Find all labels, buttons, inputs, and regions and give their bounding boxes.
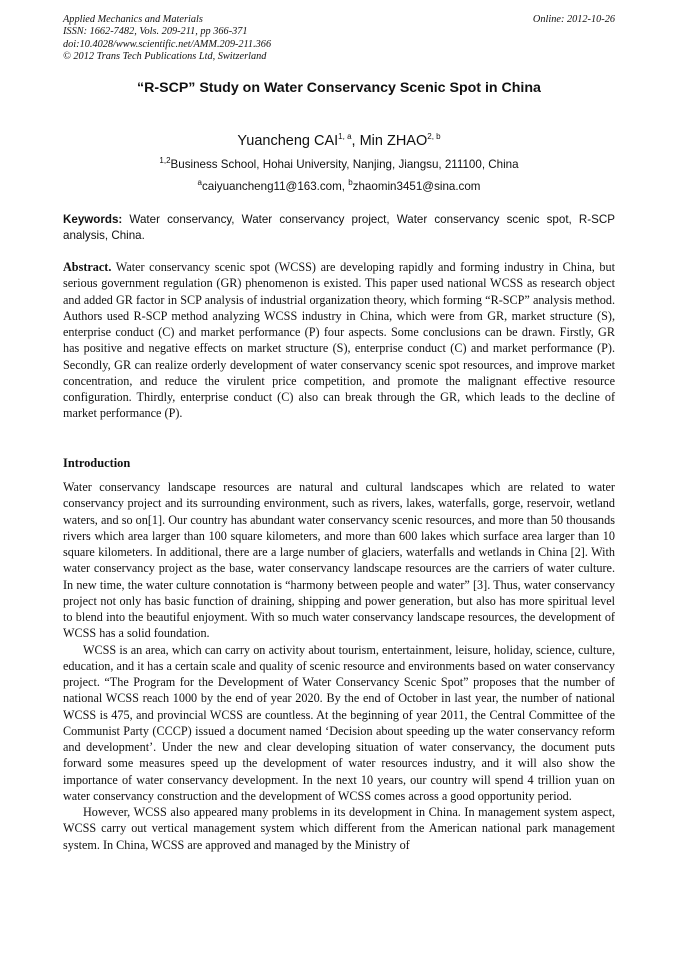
affiliation <box>63 158 615 171</box>
abstract-text: Water conservancy scenic spot (WCSS) are developing rapidly and forming industry in China, but serious government regulation (GR) phenomenon is existed. This paper used national WCSS as research object and added GR factor in SCP analysis of industrial organization theory, which forming “R-SCP” analysis method. Authors used R-SCP method analyzing WCSS industry in China, which were from GR, market structure (S), enterprise conduct (C) and market performance (P) four aspects. Some conclusions can be drawn. Firstly, GR has positive and negative effects on market structure (S), enterprise conduct (C) and market performance (P). Secondly, GR can realize orderly development of water conservancy scenic spot resources, and improve market concentration, and reduce the virulent price competition, and promote the malignant effective resource configuration. Thirdly, enterprise conduct (C) also can break through the GR, which leads to the decline of market performance (P). <box>63 260 615 421</box>
keywords-text: Water conservancy, Water conservancy project, Water conservancy scenic spot, R-SCP analysis, China. <box>63 213 615 242</box>
copyright-line: © 2012 Trans Tech Publications Ltd, Switzerland <box>63 51 267 63</box>
author-superscript: 2, b <box>427 132 441 142</box>
email-address: caiyuancheng11@163.com, <box>201 180 349 193</box>
abstract-label: Abstract. <box>63 260 112 274</box>
introduction-body <box>63 479 615 853</box>
author-list <box>63 133 615 149</box>
author-name: Yuancheng CAI <box>237 133 339 149</box>
email-superscript: b <box>348 178 353 188</box>
email-superscript: a <box>197 178 202 188</box>
issn-line: ISSN: 1662-7482, Vols. 209-211, pp 366-371 <box>63 26 248 38</box>
author-superscript: 1, a <box>338 132 352 142</box>
journal-header <box>63 14 615 64</box>
abstract-section <box>63 259 615 422</box>
affiliation-text: Business School, Hohai University, Nanjing, Jiangsu, 211100, China <box>170 158 519 171</box>
paragraph: Water conservancy landscape resources are natural and cultural landscapes which are related to water conservancy project and its surrounding environment, such as rivers, lakes, waterfalls, gorge, reservoir, wetland waters, and so on[1]. Our country has abundant water conservancy scenic resources, and more than 50 thousands rivers which area larger than 100 square kilometers, and more than 600 lakes which surface area larger than 10 square kilometers. In additional, there are a large number of glaciers, waterfalls and wetlands in China [2]. With water conservancy project as the base, water conservancy landscape resources are the carriers of water culture. In new time, the water culture connotation is “harmony between people and water” [3]. Thus, water conservancy project not only has basic function of draining, shipping and power generation, but also has more spiritual level to blend into the beautiful enjoyment. With so much water conservancy landscape resources, the development of WCSS has a solid foundation. <box>63 480 615 641</box>
paper-title: “R-SCP” Study on Water Conservancy Scenic Spot in China <box>137 80 541 96</box>
paragraph: However, WCSS also appeared many problems in its development in China. In management system aspect, WCSS carry out vertical management system which different from the American national park management system. In China, WCSS are approved and managed by the Ministry of <box>63 805 615 852</box>
email-address: zhaomin3451@sina.com <box>352 180 481 193</box>
author-emails <box>63 180 615 193</box>
paragraph: WCSS is an area, which can carry on activity about tourism, entertainment, leisure, holiday, science, culture, education, and it has a certain scale and quality of scenic resource and environments based on water conservancy project. “The Program for the Development of Water Conservancy Scenic Spot” proposes that the number of national WCSS reach 1000 by the end of year 2020. By the end of October in last year, the number of national WCSS is 475, and provincial WCSS are countless. At the beginning of year 2011, the Central Committee of the Communist Party (CCCP) issued a document named ‘Decision about speeding up the water conservancy reform and development’. Under the new and clear developing situation of water conservancy, the document puts forward some measures speed up the development of water resources industry, and it will also show the importance of water conservancy development. In the next 10 years, our country will spend 4 trillion yuan on water conservancy construction and the development of WCSS comes across a good opportunity period. <box>63 642 615 803</box>
doi-line: doi:10.4028/www.scientific.net/AMM.209-211.366 <box>63 38 272 50</box>
online-date: Online: 2012-10-26 <box>532 14 615 25</box>
affiliation-superscript: 1,2 <box>159 156 171 166</box>
author-separator: , <box>351 133 360 149</box>
keywords-label: Keywords: <box>63 213 123 226</box>
author-name: Min ZHAO <box>359 133 428 149</box>
keywords-section <box>63 212 615 244</box>
section-heading: Introduction <box>63 456 131 470</box>
journal-name: Applied Mechanics and Materials <box>63 14 203 25</box>
